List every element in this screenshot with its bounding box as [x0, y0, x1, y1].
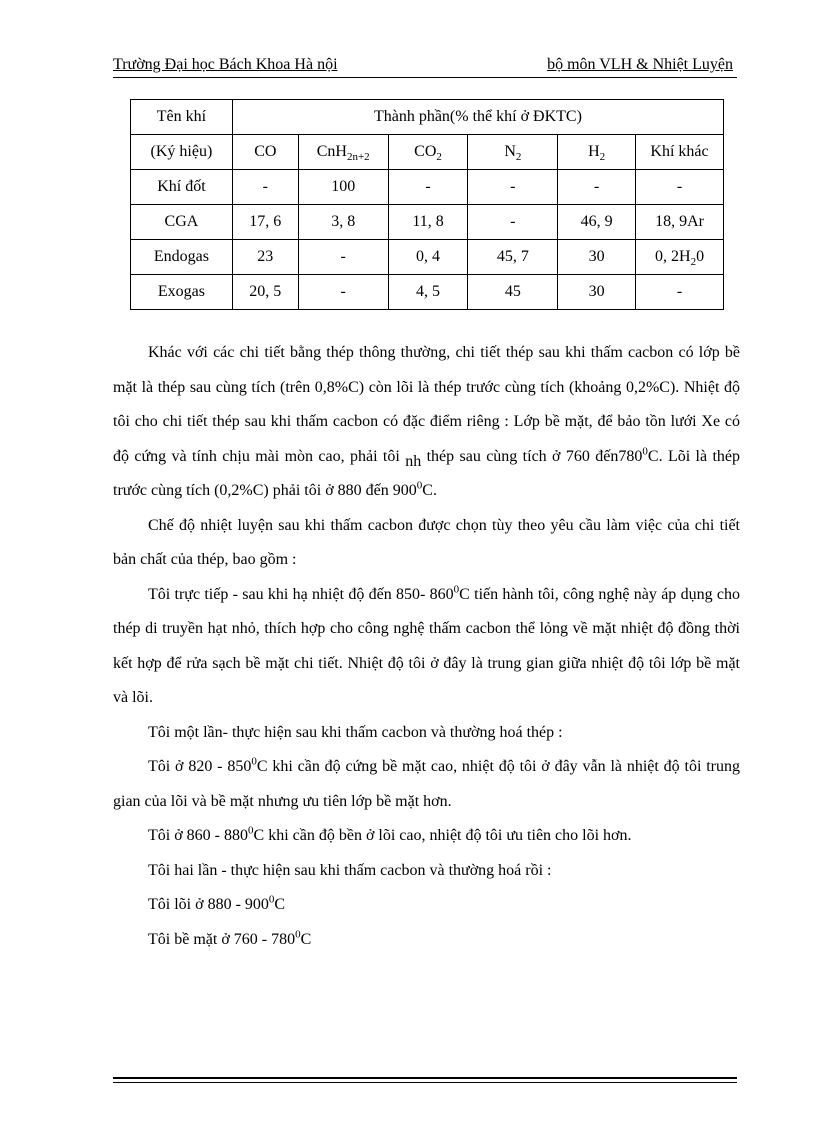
header-h2: $H_2$ — [558, 135, 636, 170]
footer-rule-thick — [113, 1077, 737, 1079]
header-n2: $N_2$ — [468, 135, 558, 170]
table-header-row — [131, 100, 724, 135]
paragraph: Tôi lõi ở $880 - 900^0C$ — [148, 893, 286, 913]
paragraph: Tôi trực tiếp - sau khi hạ nhiệt độ đến 850- $860^0C$ tiến hành tôi, công nghệ này áp dụng cho thép di truyền hạt nhỏ, thích hợp cho công nghệ thấm cacbon thể lỏng về mặt nhiệt độ đồng thời kết hợp để rửa sạch bề mặt chi tiết. Nhiệt độ tôi ở đây là trung gian giữa nhiệt độ tôi lớp bề mặt và lõi. — [113, 583, 740, 706]
paragraph: Tôi bề mặt ở $760 - 780^0C$ — [148, 928, 312, 948]
cell-co: - — [232, 170, 298, 205]
cell-other: 18, 9Ar — [636, 205, 724, 240]
cell-co: 17, 6 — [232, 205, 298, 240]
page-header — [113, 53, 737, 77]
paragraph: Tôi ở $860 - 880^0C$ khi cần độ bền ở lõi cao, nhiệt độ tôi ưu tiên cho lõi hơn. — [148, 824, 632, 844]
cell-other: - — [636, 275, 724, 310]
header-co2: $CO_2$ — [388, 135, 468, 170]
cell-cnh: - — [298, 240, 388, 275]
cell-co2: - — [388, 170, 468, 205]
cell-cnh: - — [298, 275, 388, 310]
header-gas-name: Tên khí — [131, 100, 233, 135]
cell-co2: 11, 8 — [388, 205, 468, 240]
table-row — [131, 205, 724, 240]
cell-co: 20, 5 — [232, 275, 298, 310]
header-rule — [113, 77, 737, 78]
cell-cnh: 100 — [298, 170, 388, 205]
cell-co2: 0, 4 — [388, 240, 468, 275]
table-row — [131, 240, 724, 275]
cell-h2: - — [558, 170, 636, 205]
table-subheader-row — [131, 135, 724, 170]
cell-name: Khí đốt — [131, 170, 233, 205]
cell-co2: 4, 5 — [388, 275, 468, 310]
cell-co: 23 — [232, 240, 298, 275]
cell-n2: - — [468, 170, 558, 205]
paragraph: Tôi một lần- thực hiện sau khi thấm cacbon và thường hoá thép : — [148, 723, 563, 741]
cell-cnh: 3, 8 — [298, 205, 388, 240]
header-composition: Thành phần(% thể khí ở ĐKTC) — [232, 100, 723, 135]
header-university: Trường Đại học Bách Khoa Hà nội — [113, 56, 338, 73]
header-cnh: CnH$_{2n+2}$ — [298, 135, 388, 170]
cell-n2: 45 — [468, 275, 558, 310]
paragraph: Chế độ nhiệt luyện sau khi thấm cacbon được chọn tùy theo yêu cầu làm việc của chi tiết bản chất của thép, bao gồm : — [113, 516, 740, 568]
cell-n2: 45, 7 — [468, 240, 558, 275]
paragraph: Tôi hai lần - thực hiện sau khi thấm cacbon và thường hoá rồi : — [148, 861, 552, 879]
header-department: bộ môn VLH & Nhiệt Luyện — [547, 56, 733, 73]
cell-name: Exogas — [131, 275, 233, 310]
header-other: Khí khác — [636, 135, 724, 170]
cell-h2: 30 — [558, 275, 636, 310]
paragraph: Khác với các chi tiết bằng thép thông thường, chi tiết thép sau khi thấm cacbon có lớp bề mặt là thép sau cùng tích (trên 0,8%C) còn lõi là thép trước cùng tích (khoảng 0,2%C). Nhiệt độ tôi cho chi tiết thép sau khi thấm cacbon có đặc điểm riêng : Lớp bề mặt, để bảo tồn lưới Xe có độ cứng và tính chịu mài mòn cao, phải tôi nh thép sau cùng tích ở 760 $đến780^0C$. Lõi là thép trước cùng tích (0,2%C) phải tôi ở 880 đến $900^0C$. — [113, 344, 741, 499]
cell-name: Endogas — [131, 240, 233, 275]
table-row — [131, 170, 724, 205]
table-row — [131, 275, 724, 310]
footer-rule-thin — [113, 1082, 737, 1083]
header-co: CO — [232, 135, 298, 170]
cell-h2: 46, 9 — [558, 205, 636, 240]
header-symbol: (Ký hiệu) — [131, 135, 233, 170]
paragraph: Tôi ở $820 - 850^0C$ khi cần độ cứng bề mặt cao, nhiệt độ tôi ở đây vẫn là nhiệt độ tôi trung gian của lõi và bề mặt nhưng ưu tiên lớp bề mặt hơn. — [113, 755, 740, 810]
cell-h2: 30 — [558, 240, 636, 275]
body-text — [113, 336, 740, 957]
cell-name: CGA — [131, 205, 233, 240]
cell-n2: - — [468, 205, 558, 240]
cell-other: - — [636, 170, 724, 205]
gas-composition-table — [130, 99, 724, 310]
cell-other: 0, $2H_20$ — [636, 240, 724, 275]
